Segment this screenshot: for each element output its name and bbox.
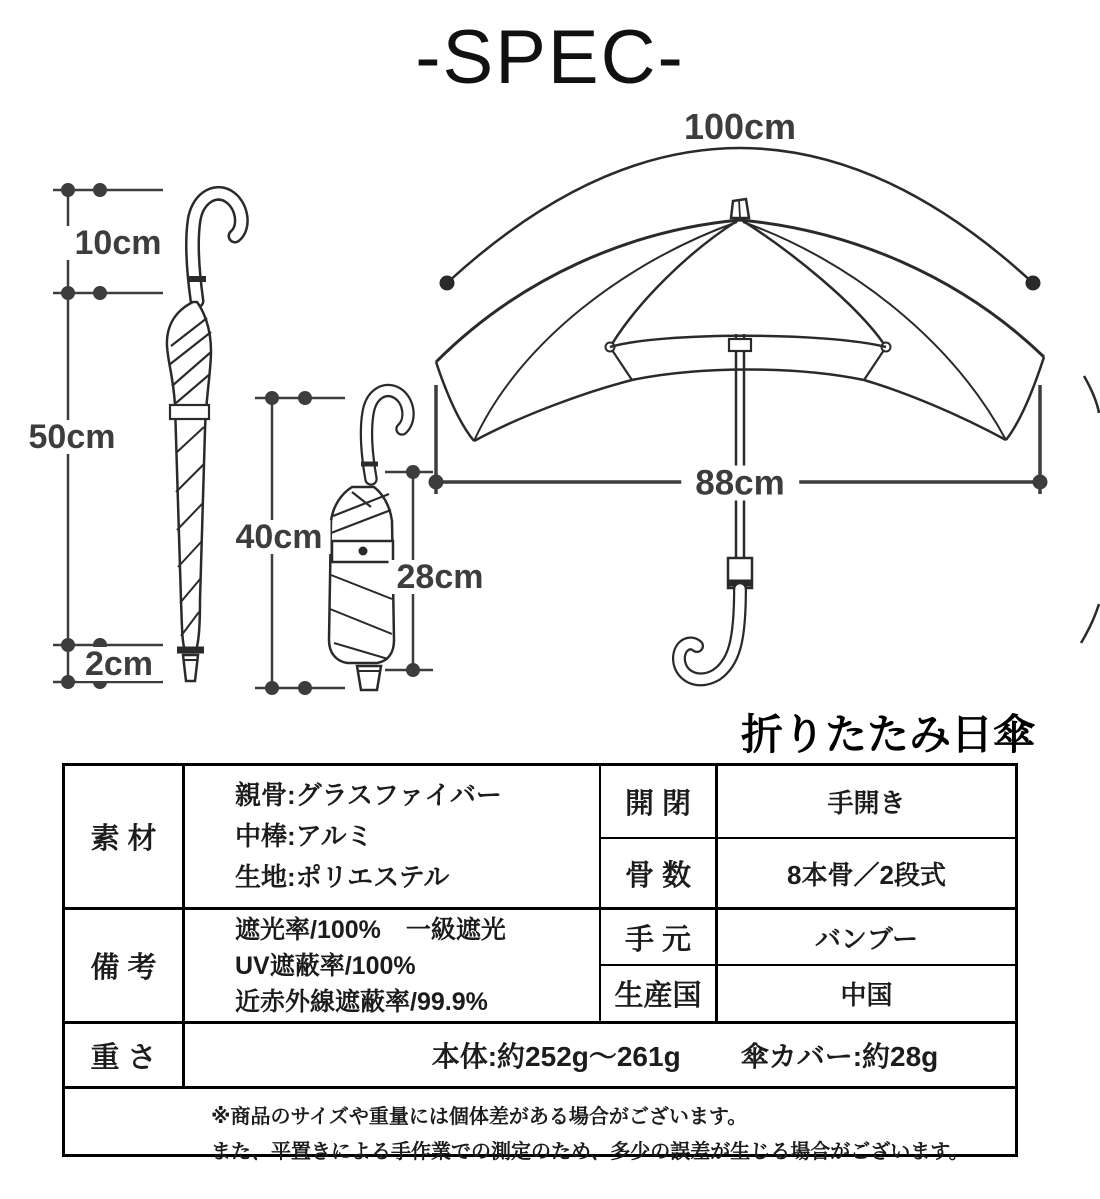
material-value: [185, 766, 599, 907]
material-line-shaft: 中棒:アルミ: [235, 821, 373, 851]
country-value: 中国: [840, 980, 893, 1010]
material-line-fabric: 生地:ポリエステル: [235, 862, 450, 892]
remarks-value: [185, 910, 599, 1021]
remarks-line-uv: UV遮蔽率/100%: [235, 951, 416, 980]
open-close-value: 手開き: [827, 788, 906, 818]
disclaimer-line-1: ※商品のサイズや重量には個体差がある場合がございます。: [211, 1106, 748, 1128]
weight-label: 重 さ: [90, 1041, 157, 1074]
dimension-folded-body: 28cm: [389, 560, 492, 594]
dimension-closed-body: 50cm: [21, 420, 124, 454]
material-line-ribs: 親骨:グラスファイバー: [235, 780, 502, 810]
dimension-folded-total: 40cm: [228, 520, 331, 554]
remarks-line-infrared: 近赤外線遮蔽率/99.9%: [235, 987, 488, 1016]
spec-table: [62, 763, 1018, 1163]
disclaimer-line-2: また、平置きによる手作業での測定のため、多少の誤差が生じる場合がございます。: [211, 1141, 969, 1163]
rib-count-label: 骨 数: [624, 859, 692, 892]
remarks-line-shading: 遮光率/100% 一級遮光: [235, 915, 506, 944]
product-type-label: 折りたたみ日傘: [740, 711, 1035, 758]
handle-label: 手 元: [624, 923, 692, 956]
open-umbrella-drawing: [436, 148, 1044, 679]
dimension-closed-handle: 10cm: [67, 226, 170, 260]
handle-value: バンブー: [814, 923, 919, 954]
material-label: 素 材: [90, 823, 157, 855]
disclaimer: [65, 1089, 1015, 1163]
weight-cover: 傘カバー:約28g: [740, 1041, 939, 1072]
dimension-closed-tip: 2cm: [77, 647, 161, 681]
dimension-open-span: 88cm: [681, 466, 799, 501]
rib-count-value: 8本骨／2段式: [787, 859, 946, 890]
page-title: -SPEC-: [415, 15, 685, 100]
dimension-open-width: 100cm: [676, 109, 804, 145]
country-label: 生産国: [614, 980, 702, 1012]
remarks-label: 備 考: [90, 952, 157, 984]
folded-umbrella-drawing: [329, 390, 408, 690]
weight-value: [270, 1024, 1100, 1086]
edge-decoration-fragments: [1081, 376, 1099, 643]
closed-umbrella-drawing: [167, 193, 241, 681]
open-close-label: 開 閉: [624, 788, 692, 820]
weight-body: 本体:約252g～261g: [431, 1041, 681, 1072]
